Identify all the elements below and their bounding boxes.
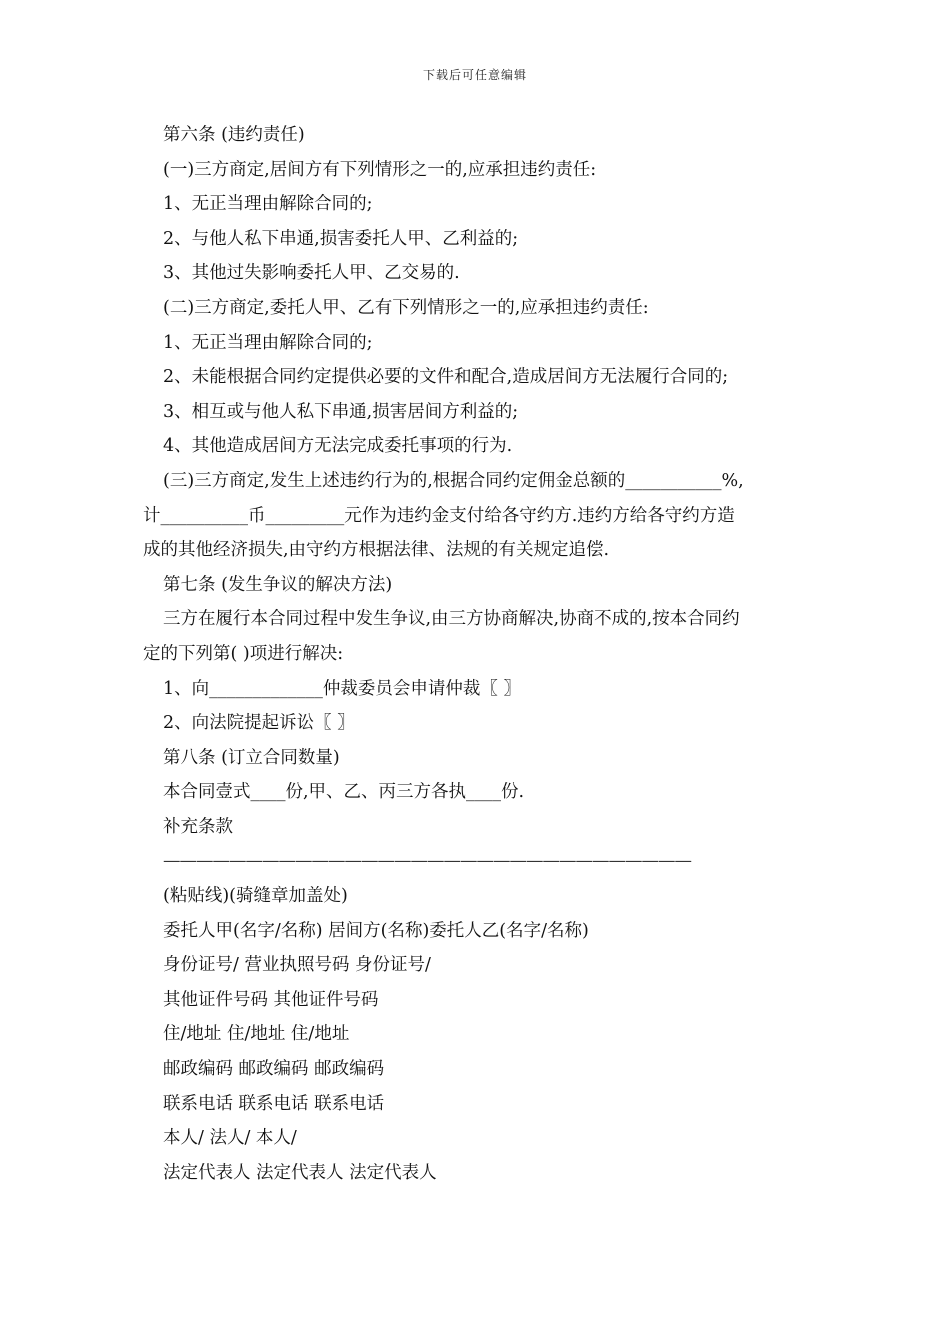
signatory-other-id-row: 其他证件号码 其他证件号码 (163, 989, 379, 1010)
clause-6-2-heading: (二)三方商定,委托人甲、乙有下列情形之一的,应承担违约责任: (163, 297, 649, 318)
clause-6-1-item-1: 1、无正当理由解除合同的; (163, 194, 373, 215)
clause-6-2-item-4: 4、其他造成居间方无法完成委托事项的行为. (163, 436, 513, 457)
signatory-address-row: 住/地址 住/地址 住/地址 (163, 1024, 350, 1045)
clause-6-2-item-3: 3、相互或与他人私下串通,损害居间方利益的; (163, 401, 519, 422)
clause-6-3-line-1: (三)三方商定,发生上述违约行为的,根据合同约定佣金总额的___________%, (163, 470, 744, 491)
paste-line-note: (粘贴线)(骑缝章加盖处) (163, 886, 348, 907)
article-7-option-1: 1、向_____________仲裁委员会申请仲裁〖 〗 (163, 678, 521, 699)
supplementary-divider: ———————————————————————————————— (163, 851, 691, 872)
clause-6-3-line-3: 成的其他经济损失,由守约方根据法律、法规的有关规定追偿. (143, 540, 610, 561)
article-7-text-line-2: 定的下列第( )项进行解决: (143, 643, 344, 664)
signatory-legal-rep-row: 法定代表人 法定代表人 法定代表人 (163, 1162, 437, 1183)
article-8-text: 本合同壹式____份,甲、乙、丙三方各执____份. (163, 782, 525, 803)
clause-6-1-heading: (一)三方商定,居间方有下列情形之一的,应承担违约责任: (163, 159, 597, 180)
signatory-header: 委托人甲(名字/名称) 居间方(名称)委托人乙(名字/名称) (163, 920, 589, 941)
contract-body (143, 118, 813, 1190)
page-header-note: 下载后可任意编辑 (422, 68, 527, 82)
article-6-title: 第六条 (违约责任) (163, 125, 305, 145)
signatory-person-row: 本人/ 法人/ 本人/ (163, 1128, 297, 1149)
clause-6-2-item-1: 1、无正当理由解除合同的; (163, 332, 373, 353)
clause-6-3-line-2: 计__________币_________元作为违约金支付给各守约方.违约方给各守约方造 (143, 505, 735, 526)
clause-6-2-item-2: 2、未能根据合同约定提供必要的文件和配合,造成居间方无法履行合同的; (163, 367, 729, 388)
clause-6-1-item-2: 2、与他人私下串通,损害委托人甲、乙利益的; (163, 228, 519, 249)
article-7-title: 第七条 (发生争议的解决方法) (163, 574, 393, 595)
signatory-phone-row: 联系电话 联系电话 联系电话 (163, 1093, 385, 1114)
signatory-postcode-row: 邮政编码 邮政编码 邮政编码 (163, 1059, 385, 1080)
clause-6-1-item-3: 3、其他过失影响委托人甲、乙交易的. (163, 263, 460, 284)
article-7-text-line-1: 三方在履行本合同过程中发生争议,由三方协商解决,协商不成的,按本合同约 (163, 609, 740, 630)
article-7-option-2: 2、向法院提起诉讼〖 〗 (163, 713, 355, 734)
article-8-title: 第八条 (订立合同数量) (163, 747, 340, 768)
signatory-id-row: 身份证号/ 营业执照号码 身份证号/ (163, 955, 431, 976)
supplementary-terms-label: 补充条款 (163, 816, 233, 837)
